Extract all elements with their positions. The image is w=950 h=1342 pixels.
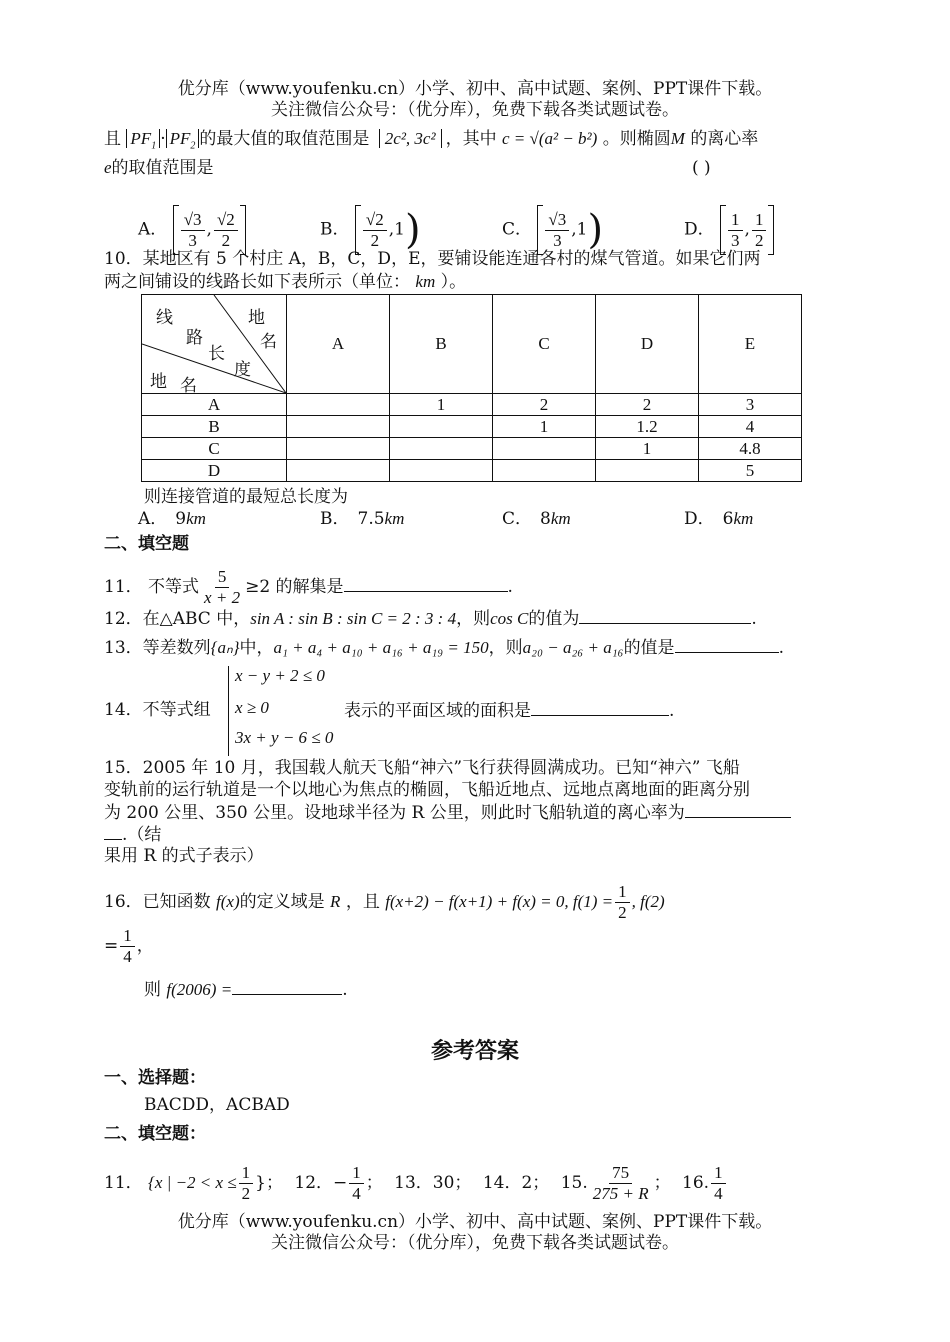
answers-choice: BACDD，ACBAD (144, 1095, 290, 1115)
distance-table (141, 294, 802, 482)
q9-range: 2c², 3c² (379, 129, 442, 148)
footer-watermark-line1: 优分库（www.youfenku.cn）小学、初中、高中试题、案例、PPT课件下载。 (177, 1212, 773, 1232)
q12-answer-blank[interactable] (579, 607, 751, 624)
footer-watermark-line2: 关注微信公众号：（优分库），免费下载各类试题试卷。 (271, 1233, 679, 1253)
q15-line1: 15．2005 年 10 月，我国载人航天飞船“神六”飞行获得圆满成功。已知“神六” 飞船 (104, 758, 740, 778)
header-watermark-line1: 优分库（www.youfenku.cn）小学、初中、高中试题、案例、PPT课件下载。 (177, 79, 773, 99)
q14-question: 表示的平面区域的面积是 . (344, 701, 675, 721)
q16-line3: 则 f(2006) = . (144, 980, 348, 1000)
q9-line1: 且 $PF_1 \cdot PF_2$ 的最大值的取值范围是 2c², 3c² ，其中 c = √(a² − b²) 。则椭圆M 的离心率 (104, 129, 759, 152)
q9-option-d: D． $\frac{1}{3}$ , $\frac{1}{2}$ (684, 205, 774, 255)
col-header: C (493, 295, 596, 394)
table-corner-header: 地 名 线 路 长 度 地 名 (142, 295, 287, 394)
col-header: A (287, 295, 390, 394)
q15-line4: .（结 (104, 823, 161, 846)
q14-inequality-system: x − y + 2 ≤ 0 x ≥ 0 3x + y − 6 ≤ 0 (228, 666, 341, 756)
q10-option-d: D． 6km (684, 509, 754, 529)
answers-section2: 二、填空题： (104, 1124, 206, 1144)
q9-option-a: A． $\frac{√3}{3}$ , $\frac{√2}{2}$ (138, 205, 246, 255)
q16-answer-blank[interactable] (232, 978, 342, 995)
q15-line3: 为 200 公里、350 公里。设地球半径为 R 公里，则此时飞船轨道的离心率为 (104, 801, 791, 824)
q14-label: 14．不等式组 (104, 700, 211, 720)
answers-section1: 一、选择题： (104, 1068, 206, 1088)
header-watermark-line2: 关注微信公众号：（优分库），免费下载各类试题试卷。 (271, 100, 679, 120)
q13-answer-blank[interactable] (675, 636, 779, 653)
q14-answer-blank[interactable] (531, 699, 669, 716)
q15-answer-blank[interactable] (685, 801, 791, 818)
q15-line5: 果用 R 的式子表示） (104, 846, 264, 866)
table-row: C 1 4.8 (142, 438, 802, 460)
q10-line1: 10．某地区有 5 个村庄 A，B，C，D，E，要铺设能连通各村的煤气管道。如果它们两 (104, 249, 761, 269)
table-row: D 5 (142, 460, 802, 482)
q9-line2: e的取值范围是 (104, 158, 214, 178)
q15-line2: 变轨前的运行轨道是一个以地心为焦点的椭圆，飞船近地点、远地点离地面的距离分别 (104, 780, 750, 800)
q16-line1: 16．已知函数 f(x)的定义域是 R ，且 f(x+2) − f(x+1) + f(x) = 0, f(1) = $\frac{1}{2}$ , f(2) (104, 882, 665, 922)
col-header: D (596, 295, 699, 394)
q13: 13．等差数列{aₙ}中，a₁ + a₄ + a₁₀ + a₁₆ + a₁₉ = 150，则a₂₀ − a₂₆ + a₁₆的值是 . (104, 638, 784, 658)
q10-line2: 两之间铺设的线路长如下表所示（单位： km ）。 (104, 272, 467, 292)
answers-fill: 11． {x | −2 < x ≤ $\frac{1}{2}$ }； 12．− $\frac{1}{4}$ ； 13．30； 14．2； 15. $\frac{75}{275 + R}$ ； 16. $\frac{1}{4}$ (104, 1163, 728, 1204)
table-row: A 1 2 2 3 (142, 394, 802, 416)
q9-answer-paren: ( ) (692, 158, 711, 178)
q9-c-def: c = √(a² − b²) (501, 129, 598, 148)
q10-question: 则连接管道的最短总长度为 (144, 487, 348, 507)
q10-option-b: B． 7.5km (320, 509, 405, 529)
table-row: B 1 1.2 4 (142, 416, 802, 438)
section-fill-in-title: 二、填空题 (104, 534, 189, 554)
q16-line2: = $\frac{1}{4}$ ， (104, 926, 154, 966)
q11: 11． 不等式 $\frac{5}{x + 2}$ ≥2 的解集是 . (104, 567, 513, 607)
q10-option-a: A． 9km (138, 509, 206, 529)
q9-option-c: C． $\frac{√3}{3}$ ,1) (502, 207, 604, 253)
col-header: E (699, 295, 802, 394)
q11-answer-blank[interactable] (344, 575, 508, 592)
col-header: B (390, 295, 493, 394)
q9-option-b: B． $\frac{√2}{2}$ ,1) (320, 207, 421, 253)
q12: 12．在△ABC 中，sin A : sin B : sin C = 2 : 3 : 4，则cos C的值为 . (104, 609, 757, 629)
answers-title: 参考答案 (430, 1038, 519, 1064)
q10-option-c: C． 8km (502, 509, 571, 529)
